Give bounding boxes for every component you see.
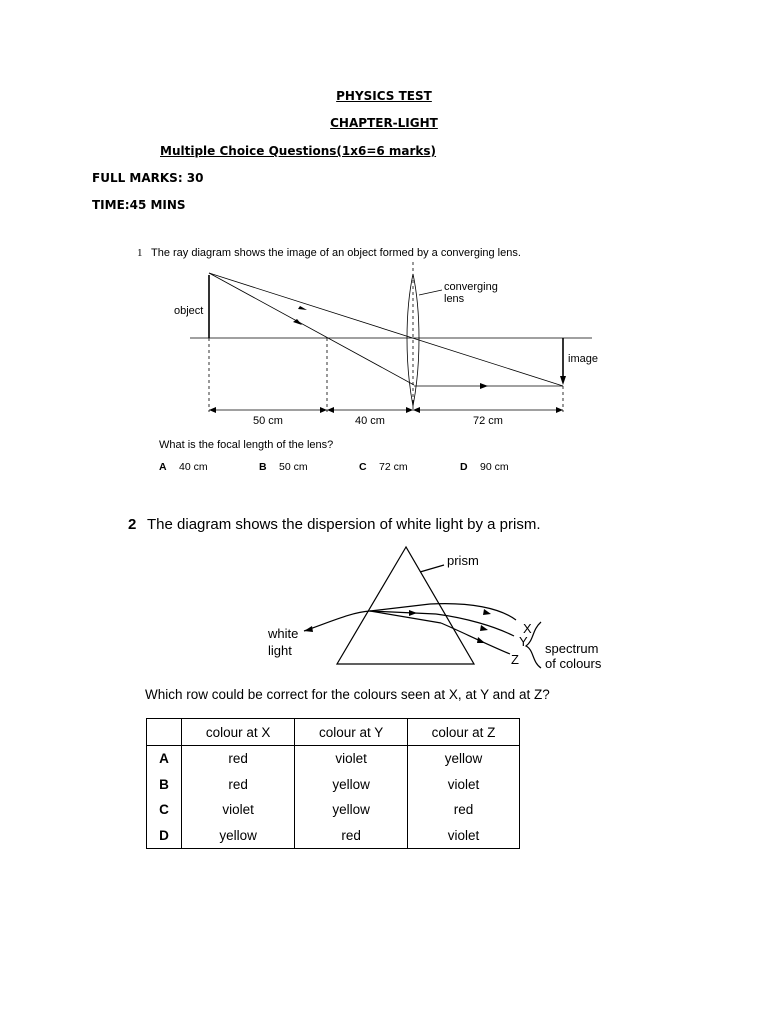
q1-option-letter: A [159,461,167,473]
q2-number: 2 [128,516,137,533]
q1-option-letter: B [259,461,267,473]
table-row [147,797,520,823]
colour-table [146,718,520,849]
q2-prompt: The diagram shows the dispersion of white light by a prism. [147,516,541,533]
q1-option-letter: D [460,461,468,473]
distance-object-focus: 50 cm [253,415,283,427]
lens-label-line2: lens [444,293,465,305]
image-label: image [568,353,598,365]
q1-option-text: 40 cm [179,461,208,473]
prism-label: prism [447,553,479,568]
table-cell: violet [408,772,520,798]
q1-option-letter: C [359,461,367,473]
table-cell: yellow [408,746,520,772]
table-row [147,746,520,772]
table-cell: red [182,746,295,772]
table-cell: red [295,823,408,849]
q1-number: 1 [137,247,143,259]
table-header-cell: colour at X [182,719,295,746]
row-letter: B [147,772,182,798]
white-light-ray [304,611,370,631]
q1-option-text: 90 cm [480,461,509,473]
label-z: Z [511,652,519,667]
ray-through-centre [209,273,563,386]
table-cell: red [182,772,295,798]
label-y: Y [519,634,528,649]
q1-option-text: 50 cm [279,461,308,473]
q1-question: What is the focal length of the lens? [159,439,334,451]
table-cell: red [408,797,520,823]
table-cell: yellow [295,797,408,823]
table-header-row [147,719,520,746]
spectrum-label-line1: spectrum [545,641,599,656]
prism-diagram [0,540,768,680]
table-row [147,772,520,798]
q2-question: Which row could be correct for the colours seen at X, at Y and at Z? [145,687,550,702]
label-x: X [523,621,532,636]
spectrum-label-line2: of colours [545,656,602,671]
white-light-label-line2: light [268,643,292,658]
row-letter: D [147,823,182,849]
table-cell: violet [408,823,520,849]
table-header-cell: colour at Z [408,719,520,746]
object-label: object [174,305,204,317]
page-title: PHYSICS TEST [336,89,432,103]
table-cell: yellow [295,772,408,798]
row-letter: C [147,797,182,823]
row-letter: A [147,746,182,772]
table-cell: violet [295,746,408,772]
white-light-label-line1: white [268,626,299,641]
lens-label-line1: converging [444,281,498,293]
distance-lens-image: 72 cm [473,415,503,427]
table-header-cell [147,719,182,746]
section-title: Multiple Choice Questions(1x6=6 marks) [160,144,437,158]
chapter-title: CHAPTER-LIGHT [330,116,438,130]
time-limit: TIME:45 MINS [92,198,186,212]
q1-prompt: The ray diagram shows the image of an object formed by a converging lens. [151,247,521,259]
distance-focus-lens: 40 cm [355,415,385,427]
table-cell: violet [182,797,295,823]
table-row [147,823,520,849]
table-cell: yellow [182,823,295,849]
full-marks: FULL MARKS: 30 [92,171,204,185]
table-header-cell: colour at Y [295,719,408,746]
q1-option-text: 72 cm [379,461,408,473]
